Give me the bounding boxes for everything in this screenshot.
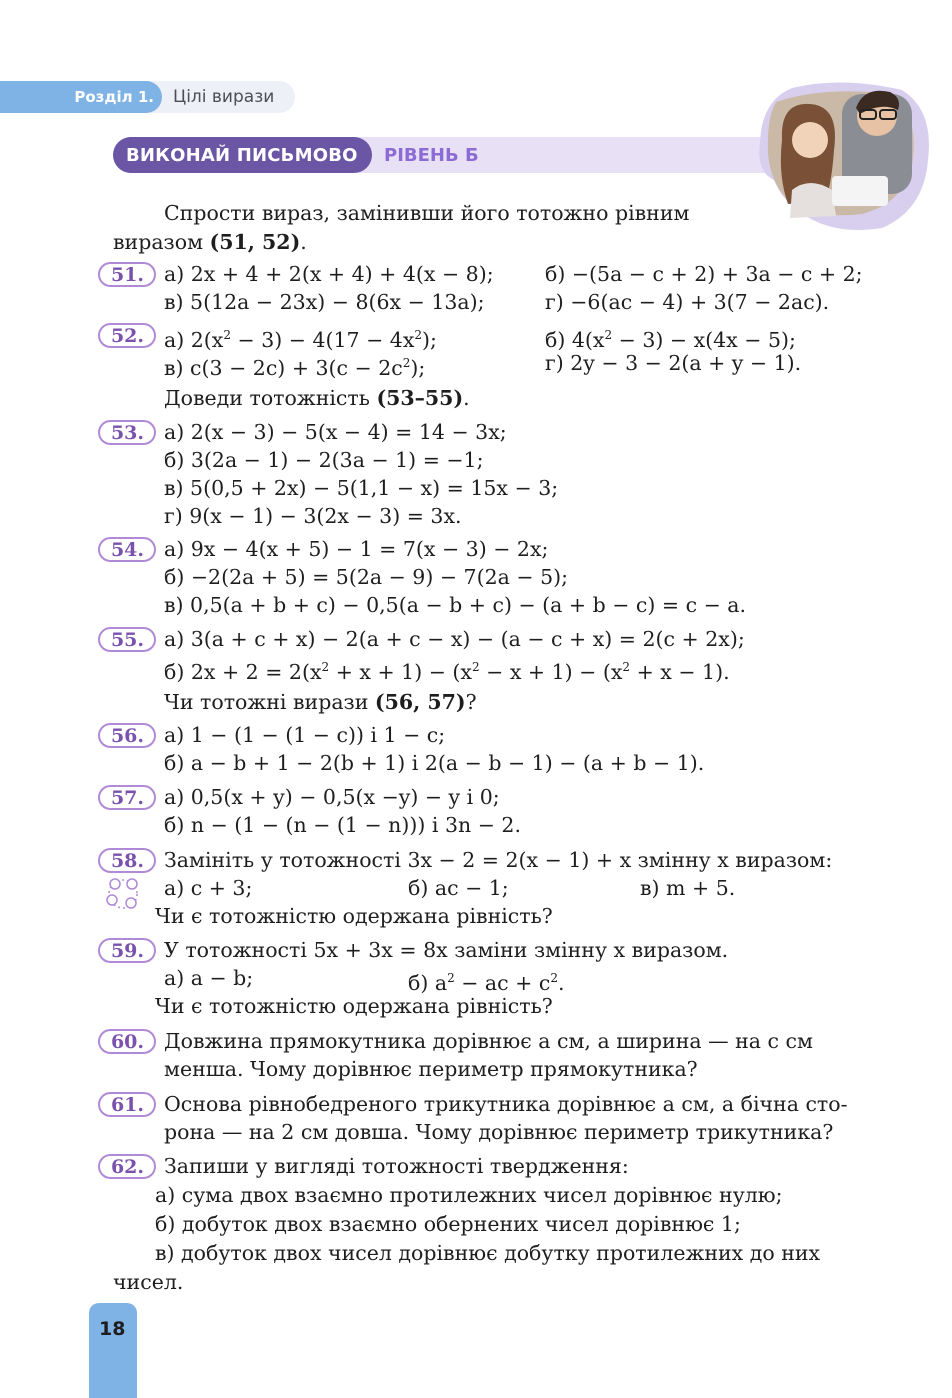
exercise-number: 61. [98, 1092, 156, 1117]
exercise-item: а) c + 3; [164, 876, 253, 900]
exercise-number: 62. [98, 1154, 156, 1179]
exercise-number: 54. [98, 537, 156, 562]
exercise-item: а) 0,5(x + y) − 0,5(x −y) − y і 0; [164, 785, 500, 809]
exercise-item: Основа рівнобедреного трикутника дорівнює a см, а бічна сто- [164, 1092, 848, 1116]
exercise-item: в) 5(0,5 + 2x) − 5(1,1 − x) = 15x − 3; [164, 476, 559, 500]
exercise-question: Чи є тотожністю одержана рівність? [155, 904, 553, 928]
difficulty-level-label: РІВЕНЬ Б [384, 145, 479, 166]
exercise-item: г) −6(ac − 4) + 3(7 − 2ac). [545, 290, 830, 314]
section-label-tab [0, 81, 162, 113]
exercise-item: а) $2(x^2 - 3) - 4(17 - 4x^2)$; [164, 327, 437, 352]
section-label: Розділ 1. [74, 88, 154, 106]
exercise-item: а) 2(x − 3) − 5(x − 4) = 14 − 3x; [164, 420, 507, 444]
exercise-item: б) добуток двох взаємно обернених чисел дорівнює 1; [155, 1212, 741, 1236]
page-number-tab [89, 1303, 137, 1398]
exercise-item: в) добуток двох чисел дорівнює добутку протилежних до них [155, 1241, 821, 1265]
exercise-item: г) 2y − 3 − 2(a + y − 1). [545, 351, 802, 375]
exercise-item: а) 9x − 4(x + 5) − 1 = 7(x − 3) − 2x; [164, 537, 549, 561]
exercise-item: б) −2(2a + 5) = 5(2a − 9) − 7(2a − 5); [164, 565, 569, 589]
exercise-item: в) $c(3 - 2c) + 3(c - 2c^2)$; [164, 355, 426, 380]
exercise-item: в) 5(12a − 23x) − 8(6x − 13a); [164, 290, 485, 314]
task-type-badge [113, 137, 372, 173]
exercise-item: б) 3(2a − 1) − 2(3a − 1) = −1; [164, 448, 484, 472]
exercise-item: а) 3(a + c + x) − 2(a + c − x) − (a − c + x) = 2(c + 2x); [164, 627, 745, 651]
exercise-number: 56. [98, 723, 156, 748]
exercise-item: г) 9(x − 1) − 3(2x − 3) = 3x. [164, 504, 462, 528]
students-photo [752, 80, 932, 232]
exercise-number: 60. [98, 1029, 156, 1054]
exercise-item: Довжина прямокутника дорівнює a см, а ширина — на c см [164, 1029, 813, 1053]
exercise-item: б) n − (1 − (n − (1 − n))) і 3n − 2. [164, 813, 521, 837]
exercise-number: 57. [98, 785, 156, 810]
exercise-item: рона — на 2 см довша. Чому дорівнює периметр трикутника? [164, 1120, 834, 1144]
exercise-number: 52. [98, 323, 156, 348]
instruction-text: виразом (51, 52). [113, 230, 307, 254]
exercise-item: б) a − b + 1 − 2(b + 1) і 2(a − b − 1) − (a + b − 1). [164, 751, 705, 775]
exercise-item: б) $2x + 2 = 2(x^2 + x + 1) - (x^2 - x + 1) - (x^2 + x - 1)$. [164, 659, 730, 684]
exercise-item: а) a − b; [164, 966, 254, 990]
exercise-item: в) 0,5(a + b + c) − 0,5(a − b + c) − (a + b − c) = c − a. [164, 593, 747, 617]
instruction-text: Доведи тотожність (53–55). [164, 386, 470, 410]
exercise-item: чисел. [113, 1270, 184, 1294]
exercise-item: б) $4(x^2 - 3) - x(4x - 5)$; [545, 327, 796, 352]
instruction-text: Чи тотожні вирази (56, 57)? [164, 690, 477, 714]
exercise-item: менша. Чому дорівнює периметр прямокутника? [164, 1057, 698, 1081]
exercise-item: в) m + 5. [640, 876, 736, 900]
chapter-title: Цілі вирази [173, 87, 275, 107]
group-work-icon [104, 875, 142, 913]
instruction-text: Спрости вираз, замінивши його тотожно рівним [164, 201, 690, 225]
exercise-item: б) $a^2$ − ac + $c^2$. [408, 970, 565, 995]
exercise-number: 51. [98, 262, 156, 287]
exercise-item: У тотожності 5x + 3x = 8x заміни змінну x виразом. [164, 938, 729, 962]
task-type-label: ВИКОНАЙ ПИСЬМОВО [126, 145, 358, 166]
exercise-item: б) ac − 1; [408, 876, 509, 900]
exercise-item: Запиши у вигляді тотожності твердження: [164, 1154, 629, 1178]
exercise-number: 58. [98, 848, 156, 873]
exercise-item: Замініть у тотожності 3x − 2 = 2(x − 1) + x змінну x виразом: [164, 848, 833, 872]
exercise-item: а) 2x + 4 + 2(x + 4) + 4(x − 8); [164, 262, 494, 286]
exercise-number: 53. [98, 420, 156, 445]
exercise-item: а) 1 − (1 − (1 − c)) і 1 − c; [164, 723, 446, 747]
exercise-item: б) −(5a − c + 2) + 3a − c + 2; [545, 262, 863, 286]
exercise-item: а) сума двох взаємно протилежних чисел дорівнює нулю; [155, 1183, 783, 1207]
page-number: 18 [99, 1318, 126, 1340]
exercise-number: 55. [98, 627, 156, 652]
exercise-question: Чи є тотожністю одержана рівність? [155, 994, 553, 1018]
exercise-number: 59. [98, 938, 156, 963]
